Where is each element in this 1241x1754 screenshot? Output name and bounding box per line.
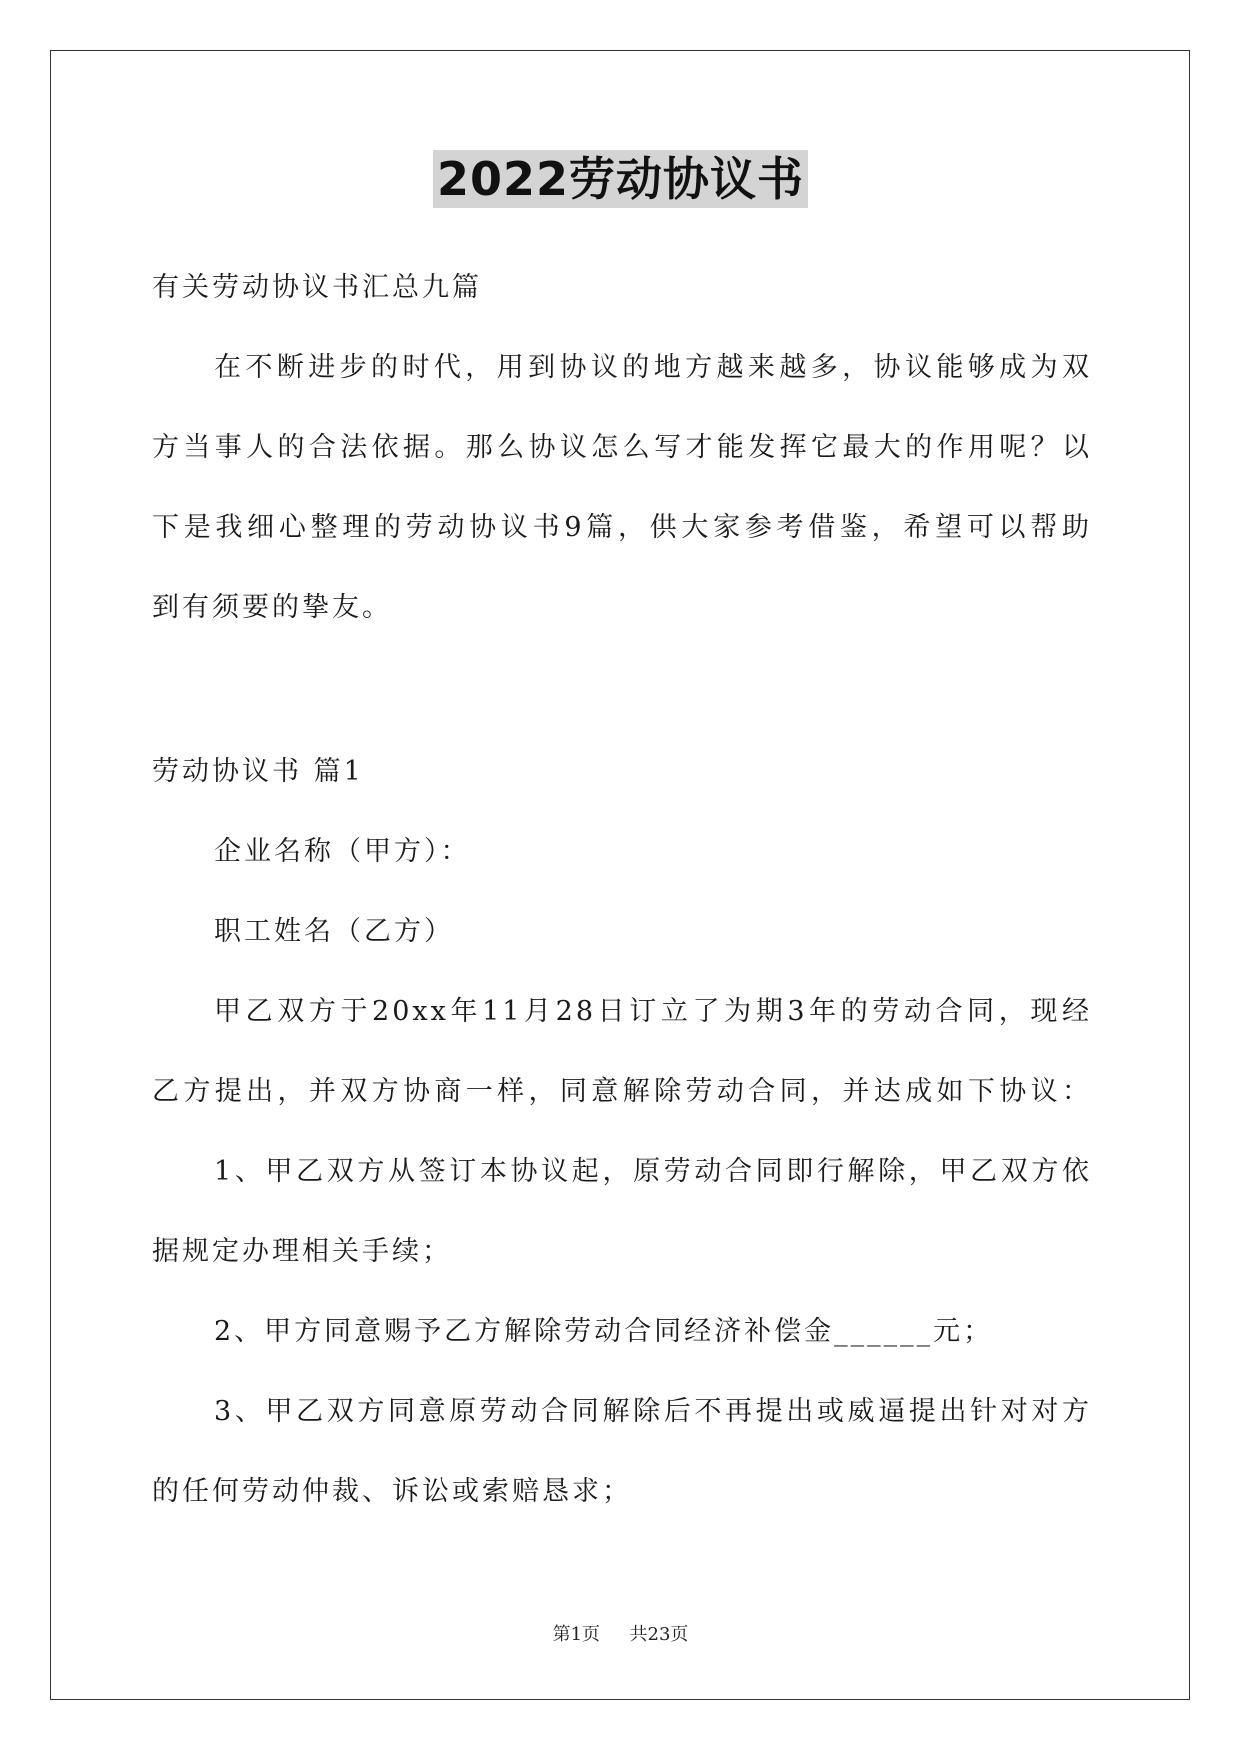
paragraph-1-line-2: 乙方提出，并双方协商一样，同意解除劳动合同，并达成如下协议： (152, 1076, 1092, 1107)
clause-1-line-1: 1、甲乙双方从签订本协议起，原劳动合同即行解除，甲乙双方依 (214, 1156, 1092, 1187)
paragraph-1-line-1: 甲乙双方于20xx年11月28日订立了为期3年的劳动合同，现经 (214, 996, 1092, 1027)
party-a-label: 企业名称（甲方）： (214, 836, 471, 867)
party-b-label: 职工姓名（乙方） (214, 916, 454, 947)
title-container (0, 150, 1241, 208)
clause-1-line-2: 据规定办理相关手续； (152, 1236, 452, 1267)
clause-3-line-2: 的任何劳动仲裁、诉讼或索赔恳求； (152, 1476, 632, 1507)
document-subtitle: 有关劳动协议书汇总九篇 (152, 272, 482, 303)
intro-line-2: 方当事人的合法依据。那么协议怎么写才能发挥它最大的作用呢？以 (152, 432, 1092, 463)
intro-line-4: 到有须要的挚友。 (152, 592, 392, 623)
page-number: 第1页 (552, 1624, 601, 1645)
intro-line-1: 在不断进步的时代，用到协议的地方越来越多，协议能够成为双 (214, 352, 1092, 383)
page-total: 共23页 (629, 1624, 689, 1645)
document-title: 2022劳动协议书 (433, 150, 808, 208)
section-heading: 劳动协议书 篇1 (152, 756, 364, 787)
page-footer (0, 1620, 1241, 1646)
clause-3-line-1: 3、甲乙双方同意原劳动合同解除后不再提出或威逼提出针对对方 (214, 1396, 1092, 1427)
intro-line-3: 下是我细心整理的劳动协议书9篇，供大家参考借鉴，希望可以帮助 (152, 512, 1092, 543)
clause-2: 2、甲方同意赐予乙方解除劳动合同经济补偿金______元； (214, 1316, 994, 1347)
